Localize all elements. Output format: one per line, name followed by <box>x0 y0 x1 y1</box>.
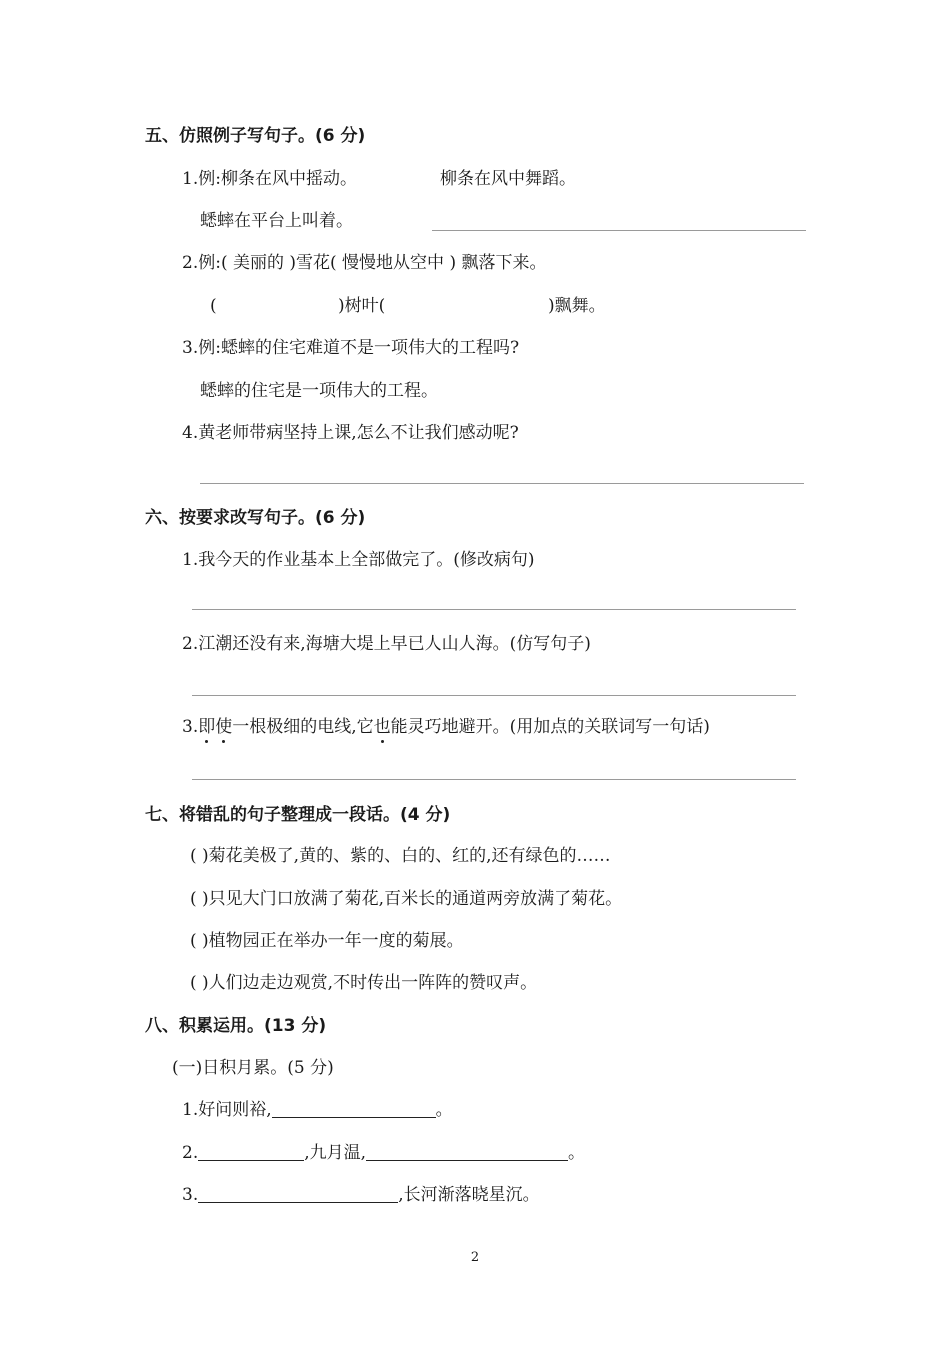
s6-q3: 3.即使一根极细的电线,它也能灵巧地避开。(用加点的关联词写一句话) <box>182 717 710 737</box>
s8-q1-blank[interactable] <box>272 1100 436 1118</box>
s6-q3-number: 3. <box>182 717 199 737</box>
s8-q2: 2. ,九月温, 。 <box>182 1143 586 1163</box>
section-6-title: 六、按要求改写句子。(6 分) <box>145 508 366 528</box>
s5-q1-answer-line[interactable] <box>432 230 806 231</box>
dotted-char: 使 <box>215 717 233 737</box>
s5-q1-example-answer: 柳条在风中舞蹈。 <box>440 169 576 189</box>
s6-q2: 2.江潮还没有来,海塘大堤上早已人山人海。(仿写句子) <box>182 634 591 654</box>
s7-item[interactable]: ( )植物园正在举办一年一度的菊展。 <box>190 931 464 951</box>
dotted-char: 即 <box>198 717 216 737</box>
s8-q1: 1.好问则裕, 。 <box>182 1100 453 1120</box>
s5-q1-prompt: 蟋蟀在平台上叫着。 <box>200 211 353 231</box>
section-8-title: 八、积累运用。(13 分) <box>145 1016 327 1036</box>
s6-q1: 1.我今天的作业基本上全部做完了。(修改病句) <box>182 550 535 570</box>
page-number: 2 <box>470 1250 480 1265</box>
s8-q3: 3. ,长河渐落晓星沉。 <box>182 1185 540 1205</box>
section-5-title: 五、仿照例子写句子。(6 分) <box>145 126 366 146</box>
s5-q3-example: 3.例:蟋蟀的住宅难道不是一项伟大的工程吗? <box>182 338 520 358</box>
s6-q1-answer-line[interactable] <box>192 609 796 610</box>
s5-q2-open-paren[interactable]: ( <box>210 296 217 316</box>
dotted-char: 也 <box>373 717 391 737</box>
s8-subsection-1: (一)日积月累。(5 分) <box>172 1058 334 1078</box>
s5-q2-dance: )飘舞。 <box>548 296 606 316</box>
s5-q1-example: 1.例:柳条在风中摇动。 <box>182 169 357 189</box>
s5-q4: 4.黄老师带病坚持上课,怎么不让我们感动呢? <box>182 423 519 443</box>
s5-q2-example: 2.例:( 美丽的 )雪花( 慢慢地从空中 ) 飘落下来。 <box>182 253 547 273</box>
s8-q2-blank-1[interactable] <box>198 1143 304 1161</box>
s5-q4-answer-line[interactable] <box>200 483 804 484</box>
s5-q3-answer: 蟋蟀的住宅是一项伟大的工程。 <box>200 381 438 401</box>
s8-q2-blank-2[interactable] <box>366 1143 568 1161</box>
s6-q3-answer-line[interactable] <box>192 779 796 780</box>
s7-item[interactable]: ( )人们边走边观赏,不时传出一阵阵的赞叹声。 <box>190 973 538 993</box>
s5-q2-tree-leaf[interactable]: )树叶( <box>338 296 386 316</box>
s6-q2-answer-line[interactable] <box>192 695 796 696</box>
section-7-title: 七、将错乱的句子整理成一段话。(4 分) <box>145 805 451 825</box>
s8-q3-blank[interactable] <box>198 1185 398 1203</box>
s7-item[interactable]: ( )只见大门口放满了菊花,百米长的通道两旁放满了菊花。 <box>190 889 623 909</box>
s7-item[interactable]: ( )菊花美极了,黄的、紫的、白的、红的,还有绿色的…… <box>190 846 611 866</box>
